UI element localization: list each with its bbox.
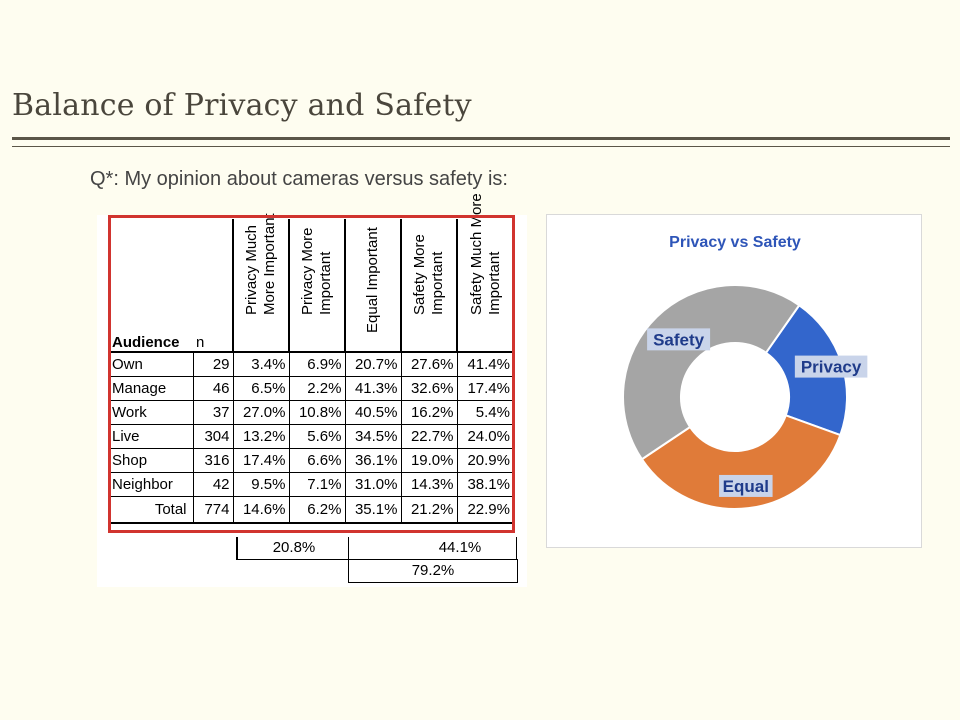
row-value: 36.1% — [345, 449, 401, 473]
total-n: 774 — [193, 497, 233, 524]
data-table-panel — [97, 193, 527, 587]
total-row — [109, 497, 513, 524]
row-value: 5.6% — [289, 425, 345, 449]
header-privacy-more-label: Privacy More Important — [299, 227, 334, 315]
equal-safety-summary: 79.2% — [348, 559, 518, 583]
chart-title: Privacy vs Safety — [669, 234, 801, 251]
row-value: 14.3% — [401, 473, 457, 497]
row-value: 17.4% — [457, 377, 513, 401]
header-safety-more-label: Safety More Important — [411, 234, 446, 315]
row-value: 27.6% — [401, 352, 457, 377]
header-n: n — [196, 334, 205, 351]
row-value: 7.1% — [289, 473, 345, 497]
header-privacy-much — [233, 213, 289, 352]
row-label: Live — [109, 425, 193, 449]
header-safety-more — [401, 219, 457, 352]
row-value: 9.5% — [233, 473, 289, 497]
row-n: 29 — [193, 352, 233, 377]
header-equal — [345, 219, 401, 352]
row-value: 16.2% — [401, 401, 457, 425]
row-label: Neighbor — [109, 473, 193, 497]
row-value: 13.2% — [233, 425, 289, 449]
row-value: 34.5% — [345, 425, 401, 449]
total-value: 6.2% — [289, 497, 345, 524]
header-safety-much-label: Safety Much More Important — [467, 193, 503, 315]
total-value: 22.9% — [457, 497, 513, 524]
donut-chart — [547, 215, 923, 549]
table-row — [109, 401, 513, 425]
row-value: 41.3% — [345, 377, 401, 401]
row-value: 20.7% — [345, 352, 401, 377]
title-rule-thin — [12, 146, 950, 147]
row-value: 3.4% — [233, 352, 289, 377]
title-rule-thick — [12, 137, 950, 140]
row-value: 19.0% — [401, 449, 457, 473]
row-value: 22.7% — [401, 425, 457, 449]
total-value: 14.6% — [233, 497, 289, 524]
table-row — [109, 425, 513, 449]
total-label: Total — [109, 497, 193, 524]
row-value: 41.4% — [457, 352, 513, 377]
summary-divider — [348, 537, 349, 559]
row-value: 31.0% — [345, 473, 401, 497]
row-value: 20.9% — [457, 449, 513, 473]
slide-title: Balance of Privacy and Safety — [12, 88, 472, 123]
table-row — [109, 449, 513, 473]
table-row — [109, 473, 513, 497]
total-value: 35.1% — [345, 497, 401, 524]
row-label: Work — [109, 401, 193, 425]
row-label: Manage — [109, 377, 193, 401]
row-n: 37 — [193, 401, 233, 425]
header-privacy-more — [289, 219, 345, 352]
row-value: 40.5% — [345, 401, 401, 425]
row-value: 27.0% — [233, 401, 289, 425]
opinion-table — [109, 193, 513, 524]
safety-summary: 44.1% — [404, 537, 517, 559]
row-value: 6.5% — [233, 377, 289, 401]
row-n: 316 — [193, 449, 233, 473]
slice-label-equal: Equal — [722, 476, 769, 496]
slice-label-privacy: Privacy — [800, 357, 862, 377]
header-audience: Audience — [112, 334, 180, 351]
row-value: 5.4% — [457, 401, 513, 425]
donut-slice-safety — [623, 285, 799, 459]
slice-label-safety: Safety — [653, 330, 705, 350]
row-n: 304 — [193, 425, 233, 449]
table-row — [109, 377, 513, 401]
total-value: 21.2% — [401, 497, 457, 524]
row-value: 10.8% — [289, 401, 345, 425]
donut-chart-panel — [546, 214, 922, 548]
row-value: 6.9% — [289, 352, 345, 377]
header-safety-much — [457, 193, 513, 352]
row-value: 38.1% — [457, 473, 513, 497]
header-equal-label: Equal Important — [364, 227, 381, 333]
row-value: 2.2% — [289, 377, 345, 401]
row-label: Own — [109, 352, 193, 377]
row-value: 32.6% — [401, 377, 457, 401]
row-value: 17.4% — [233, 449, 289, 473]
privacy-summary: 20.8% — [236, 537, 350, 560]
row-value: 6.6% — [289, 449, 345, 473]
row-n: 42 — [193, 473, 233, 497]
table-row — [109, 352, 513, 377]
question-text: Q*: My opinion about cameras versus safety is: — [90, 168, 508, 190]
row-label: Shop — [109, 449, 193, 473]
row-n: 46 — [193, 377, 233, 401]
row-value: 24.0% — [457, 425, 513, 449]
header-privacy-much-label: Privacy Much More Important — [243, 213, 278, 315]
